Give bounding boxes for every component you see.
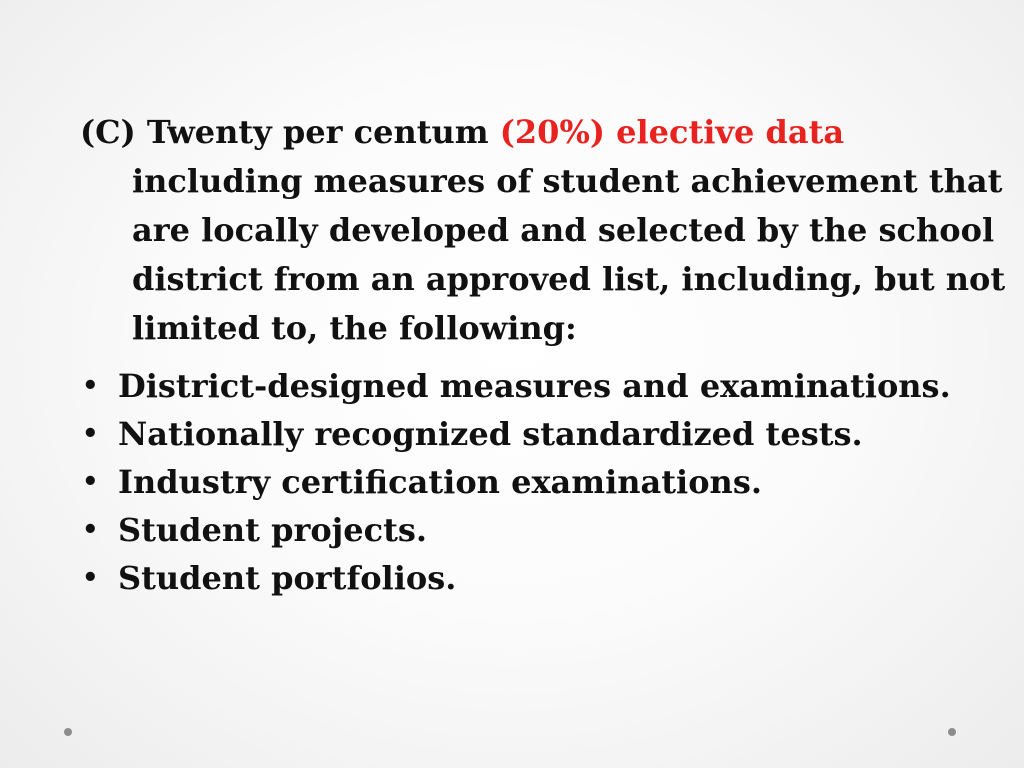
list-item (80, 362, 960, 410)
intro-prefix: (C) Twenty per centum (80, 113, 500, 151)
bullet-icon: • (82, 419, 99, 449)
list-item (80, 506, 960, 554)
corner-dot-left-icon (64, 728, 72, 736)
bullet-text: Nationally recognized standardized tests. (118, 415, 863, 453)
list-item (80, 554, 960, 602)
bullet-icon: • (82, 371, 99, 401)
bullet-icon: • (82, 515, 99, 545)
bullet-icon: • (82, 467, 99, 497)
corner-dot-right-icon (948, 728, 956, 736)
intro-highlight: (20%) elective data (499, 113, 845, 151)
list-item (80, 410, 960, 458)
intro-suffix: including measures of student achievement that are locally developed and selected by the school district from an approved list, including, but not limited to, the following: (132, 162, 1006, 347)
intro-paragraph (80, 108, 1012, 353)
bullet-text: Student projects. (118, 511, 428, 549)
bullet-text: Industry certification examinations. (118, 463, 762, 501)
bullet-icon: • (82, 563, 99, 593)
list-item (80, 458, 960, 506)
bullet-list (80, 362, 960, 602)
bullet-text: District-designed measures and examinations. (118, 367, 951, 405)
bullet-text: Student portfolios. (118, 559, 457, 597)
